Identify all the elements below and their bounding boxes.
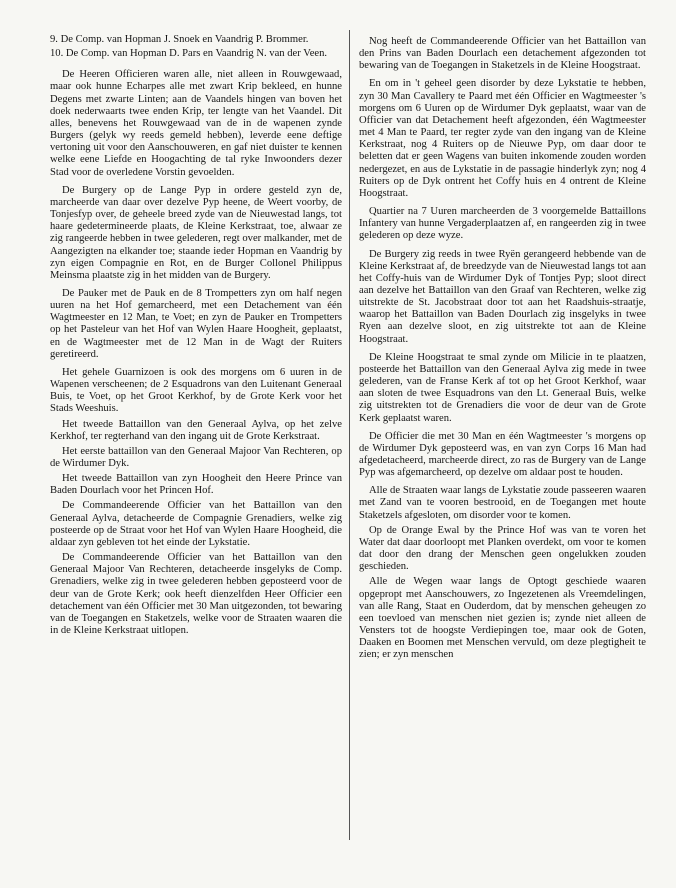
body-paragraph: Nog heeft de Commandeerende Officier van het Battaillon van den Prins van Baden Dourlach een detachement afgezonden tot bewaring van de Toegangen in Staketzels in de Kleine Hoogstraat. [359,36,646,72]
body-paragraph: Op de Orange Ewal by the Prince Hof was van te voren het Water dat daar doorloopt met Planken overdekt, om voor te komen dat door den drang der Menschen geen ongelukken zouden geschieden. [359,524,646,573]
body-paragraph: Het eerste battaillon van den Generaal Majoor Van Rechteren, op de Wirdumer Dyk. [50,445,342,469]
left-column [50,34,342,640]
body-paragraph: De Burgery op de Lange Pyp in ordere gesteld zyn de, marcheerde van daar over dezelve Pyp heene, de Weert voorby, de Tonjesfyp over, de geheele breed zyde van de Nieuwestad langs, tot haare gedetermineerde plaats, de Kleine Kerkstraat, toe, alwaar ze zig rangeerde hebben in twee gelederen, regt over malkander, met de Aangezigten na elkander toe; staande ieder Hopman en Vaandrig by zyn eigen Compagnie en Rot, en de Burger Collonel Philippus Meinsma plaatste zig in het midden van de Burgery. [50,184,342,281]
body-paragraph: De Heeren Officieren waren alle, niet alleen in Rouwgewaad, maar ook hunne Echarpes alle met zwart Krip bekleed, en hunne Degens met zwarte Linten; aan de Vaandels hingen van boven het doek nederwaarts twee enden Krip, ter lengte van het Vaandel. Dit alles, benevens het Rouwgewaad van de in de wapenen zynde Burgers (gelyk wy reeds gemeld hebben), leverde eene deftige vertoning uit voor den Aanschouweren, en gaf niet duister te kennen welke eene Liefde en Hoogachting de tal ryke Inwoonders dezer Stad voor de overledene Vorstin gevoelden. [50,69,342,178]
right-column [359,36,646,665]
body-paragraph: De Officier die met 30 Man en één Wagtmeester 's morgens op de Wirdumer Dyk geposteerd was, en van zyn Corps 16 Man had afgedetacheerd, marcheerde direct, zo ras de Burgery van de Lange Pyp was afgemarcheerd, op dezelve om aldaar post te houden. [359,430,646,479]
body-paragraph: Alle de Straaten waar langs de Lykstatie zoude passeeren waaren met Zand van te vooren bestrooid, en de Toegangen met houte Staketzels afgesloten, om disorder voor te komen. [359,485,646,521]
body-paragraph: De Commandeerende Officier van het Battaillon van den Generaal Majoor Van Rechteren, detacheerde insgelyks de Comp. Grenadiers, welke zig in twee gelederen hebben geposteerd voor de deur van de Grote Kerk; ook heeft dienzelfden Heer Officier een detachement van één Officier met 30 Man uitgezonden, tot bewaring van de Toegangen en Staketzels, welke voor de Straaten waaren die in de Kleine Kerkstraat uitlopen. [50,552,342,637]
body-paragraph: Quartier na 7 Uuren marcheerden de 3 voorgemelde Battaillons Infantery van hunne Vergaderplaatzen af, en rangeerden zig in twee gelederen op deze wyze. [359,206,646,242]
body-paragraph: Het gehele Guarnizoen is ook des morgens om 6 uuren in de Wapenen verscheenen; de 2 Esquadrons van den Luitenant Generaal Buis, te Voet, op het Groot Kerkhof, by de Grote Kerk voor het Stads Weeshuis. [50,366,342,415]
company-entry: 9. De Comp. van Hopman J. Snoek en Vaandrig P. Brommer. [50,34,309,45]
body-paragraph: De Kleine Hoogstraat te smal zynde om Milicie in te plaatzen, posteerde het Battaillon van den Generaal Aylva zig mede in twee gelederen, van de Franse Kerk af tot op het Groot Kerkhof, waar aan sloten de twee Esquadrons van den Lt. Generaal Buis, welke zig uitstrekten tot de Grenadiers die voor de deur van de Grote Kerk geplaatst waren. [359,351,646,424]
body-paragraph: Alle de Wegen waar langs de Optogt geschiede waaren opgepropt met Aanschouwers, zo Ingezetenen als Vreemdelingen, van alle Rang, Staat en Ouderdom, dat by menschen geheugen zo een toevloed van menschen niet gezien is; zynde niet alleen de Vensters tot de hoogste Verdiepingen toe, maar ook de Goten, Daaken en Boomen met Menschen vervuld, om deze plegtigheit te zien; er zyn menschen [359,576,646,661]
body-paragraph: De Commandeerende Officier van het Battaillon van den Generaal Aylva, detacheerde de Compagnie Grenadiers, welke zig posteerde op de Straat voor het Hof van Wylen Haare Hoogheid, die aldaar zyn gebleven tot het einde der Lykstatie. [50,500,342,548]
body-paragraph: Het tweede Battaillon van zyn Hoogheit den Heere Prince van Baden Dourlach voor het Princen Hof. [50,473,342,497]
body-paragraph: De Burgery zig reeds in twee Ryën gerangeerd hebbende van de Kleine Kerkstraat af, de breedzyde van de Nieuwestad langs tot aan het Coffy-huis van de Wirdumer Dyk of Tontjes Pyp; sloot direct aan dezelve het Battaillon van den Graaf van Rechteren, welke zig uitstrekte de St. Jacobstraat door tot aan het Raadshuis-straatje, waarop het Battaillon van Baden Dourlach zig insgelyks in twee Ryen aan dezelve sloot, en zig uitstrekte tot aan de Kleine Hoogstraat. [359,248,646,345]
column-divider [349,30,350,840]
body-paragraph: De Pauker met de Pauk en de 8 Trompetters zyn om half negen uuren na het Hof gemarcheerd, met een Detachement van één Wagtmeester en 12 Man, te Voet; en zyn de Pauker en Trompetters op het Pasteleur van het Hof van Wylen Haare Hoogheit, geplaatst, en de Wagtmeester met de 12 Man in de Wagt der Ruiters geretireerd. [50,287,342,360]
company-entry: 10. De Comp. van Hopman D. Pars en Vaandrig N. van der Veen. [50,48,328,60]
body-paragraph: En om in 't geheel geen disorder by deze Lykstatie te hebben, zyn 30 Man Cavallery te Paard met één Officier en Wagtmeester 's morgens om 6 Uuren op de Wirdumer Dyk geplaatst, waar van de Officier van dat Detachement heeft afgezonden, één Wagtmeester met 4 Man te Paard, ter regter zyde van den ingang van de Kleine Kerkstraat, nog 4 Ruiters op de Nieuwe Pyp, om daar door te beletten dat er geen Wagens van buiten inkomende zouden worden nedergezet, en aus de Lykstatie in de passagie hinderlyk zyn; nog 4 Ruiters op de Dyk ontrent het Coffy huis en 4 ontrent de Kleine Hoogstraat. [359,78,646,199]
body-paragraph: Het tweede Battaillon van den Generaal Aylva, op het zelve Kerkhof, ter regterhand van den ingang uit de Grote Kerkstraat. [50,418,342,442]
